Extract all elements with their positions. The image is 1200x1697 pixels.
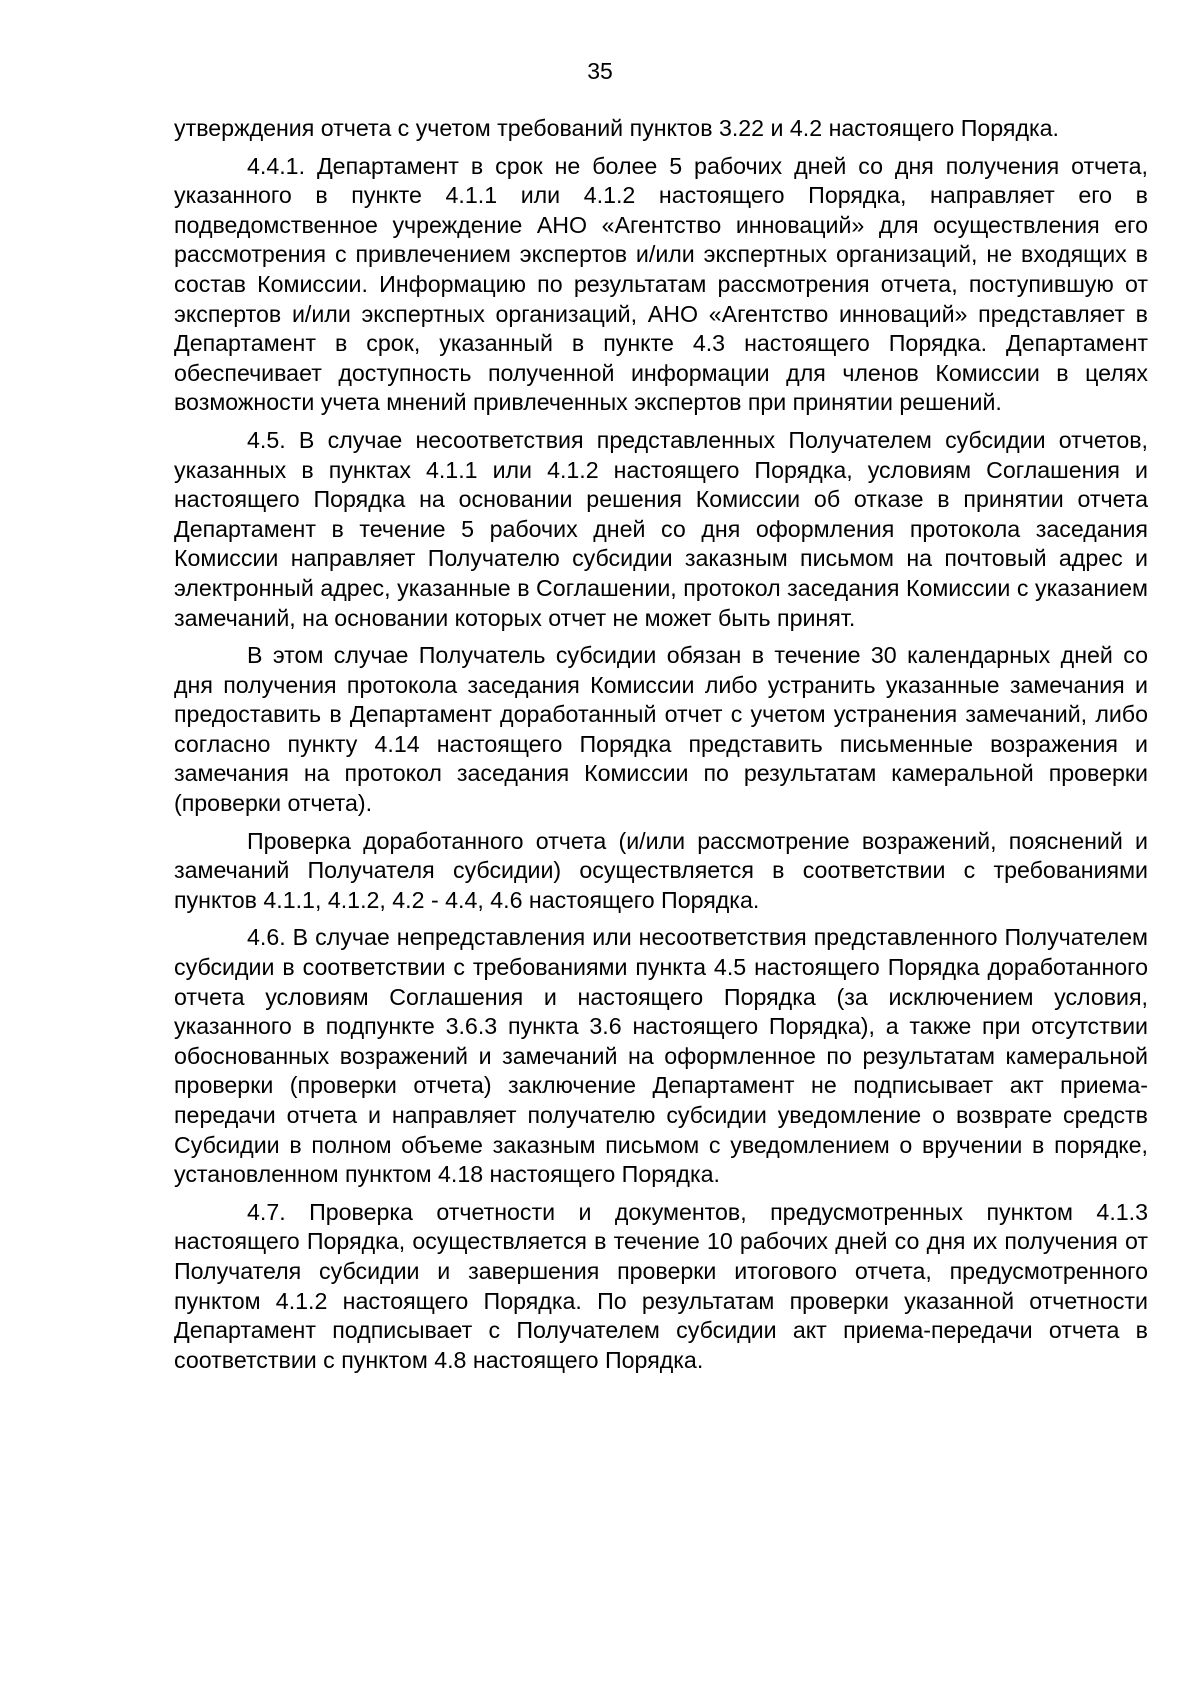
paragraph-4-5-obligations: В этом случае Получатель субсидии обязан в течение 30 календарных дней со дня получения протокола заседания Комиссии либо устранить указанные замечания и предоставить в Департамент доработанный отчет с учетом устранения замечаний, либо согласно пункту 4.14 настоящего Порядка представить письменные возражения и замечания на протокол заседания Комиссии по результатам камеральной проверки (проверки отчета).	[174, 642, 1148, 817]
document-body	[174, 114, 1148, 1383]
page-number: 35	[587, 58, 613, 84]
paragraph-continuation: утверждения отчета с учетом требований пунктов 3.22 и 4.2 настоящего Порядка.	[174, 115, 1059, 141]
paragraph-4-6: 4.6. В случае непредставления или несоответствия представленного Получателем субсидии в соответствии с требованиями пункта 4.5 настоящего Порядка доработанного отчета условиям Соглашения и настоящего Порядка (за исключением условия, указанного в подпункте 3.6.3 пункта 3.6 настоящего Порядка), а также при отсутствии обоснованных возражений и замечаний на оформленное по результатам камеральной проверки (проверки отчета) заключение Департамент не подписывает акт приема-передачи отчета и направляет получателю субсидии уведомление о возврате средств Субсидии в полном объеме заказным письмом с уведомлением о вручении в порядке, установленном пунктом 4.18 настоящего Порядка.	[174, 924, 1148, 1188]
paragraph-4-5-review: Проверка доработанного отчета (и/или рассмотрение возражений, пояснений и замечаний Получателя субсидии) осуществляется в соответствии с требованиями пунктов 4.1.1, 4.1.2, 4.2 - 4.4, 4.6 настоящего Порядка.	[174, 827, 1148, 913]
paragraph-4-7: 4.7. Проверка отчетности и документов, предусмотренных пунктом 4.1.3 настоящего Порядка, осуществляется в течение 10 рабочих дней со дня их получения от Получателя субсидии и завершения проверки итогового отчета, предусмотренного пунктом 4.1.2 настоящего Порядка. По результатам проверки указанной отчетности Департамент подписывает с Получателем субсидии акт приема-передачи отчета в соответствии с пунктом 4.8 настоящего Порядка.	[174, 1198, 1148, 1373]
paragraph-4-4-1: 4.4.1. Департамент в срок не более 5 рабочих дней со дня получения отчета, указанного в пункте 4.1.1 или 4.1.2 настоящего Порядка, направляет его в подведомственное учреждение АНО «Агентство инноваций» для осуществления его рассмотрения с привлечением экспертов и/или экспертных организаций, не входящих в состав Комиссии. Информацию по результатам рассмотрения отчета, поступившую от экспертов и/или экспертных организаций, АНО «Агентство инноваций» представляет в Департамент в срок, указанный в пункте 4.3 настоящего Порядка. Департамент обеспечивает доступность полученной информации для членов Комиссии в целях возможности учета мнений привлеченных экспертов при принятии решений.	[174, 152, 1148, 416]
paragraph-4-5: 4.5. В случае несоответствия представленных Получателем субсидии отчетов, указанных в пунктах 4.1.1 или 4.1.2 настоящего Порядка, условиям Соглашения и настоящего Порядка на основании решения Комиссии об отказе в принятии отчета Департамент в течение 5 рабочих дней со дня оформления протокола заседания Комиссии направляет Получателю субсидии заказным письмом на почтовый адрес и электронный адрес, указанные в Соглашении, протокол заседания Комиссии с указанием замечаний, на основании которых отчет не может быть принят.	[174, 426, 1148, 631]
